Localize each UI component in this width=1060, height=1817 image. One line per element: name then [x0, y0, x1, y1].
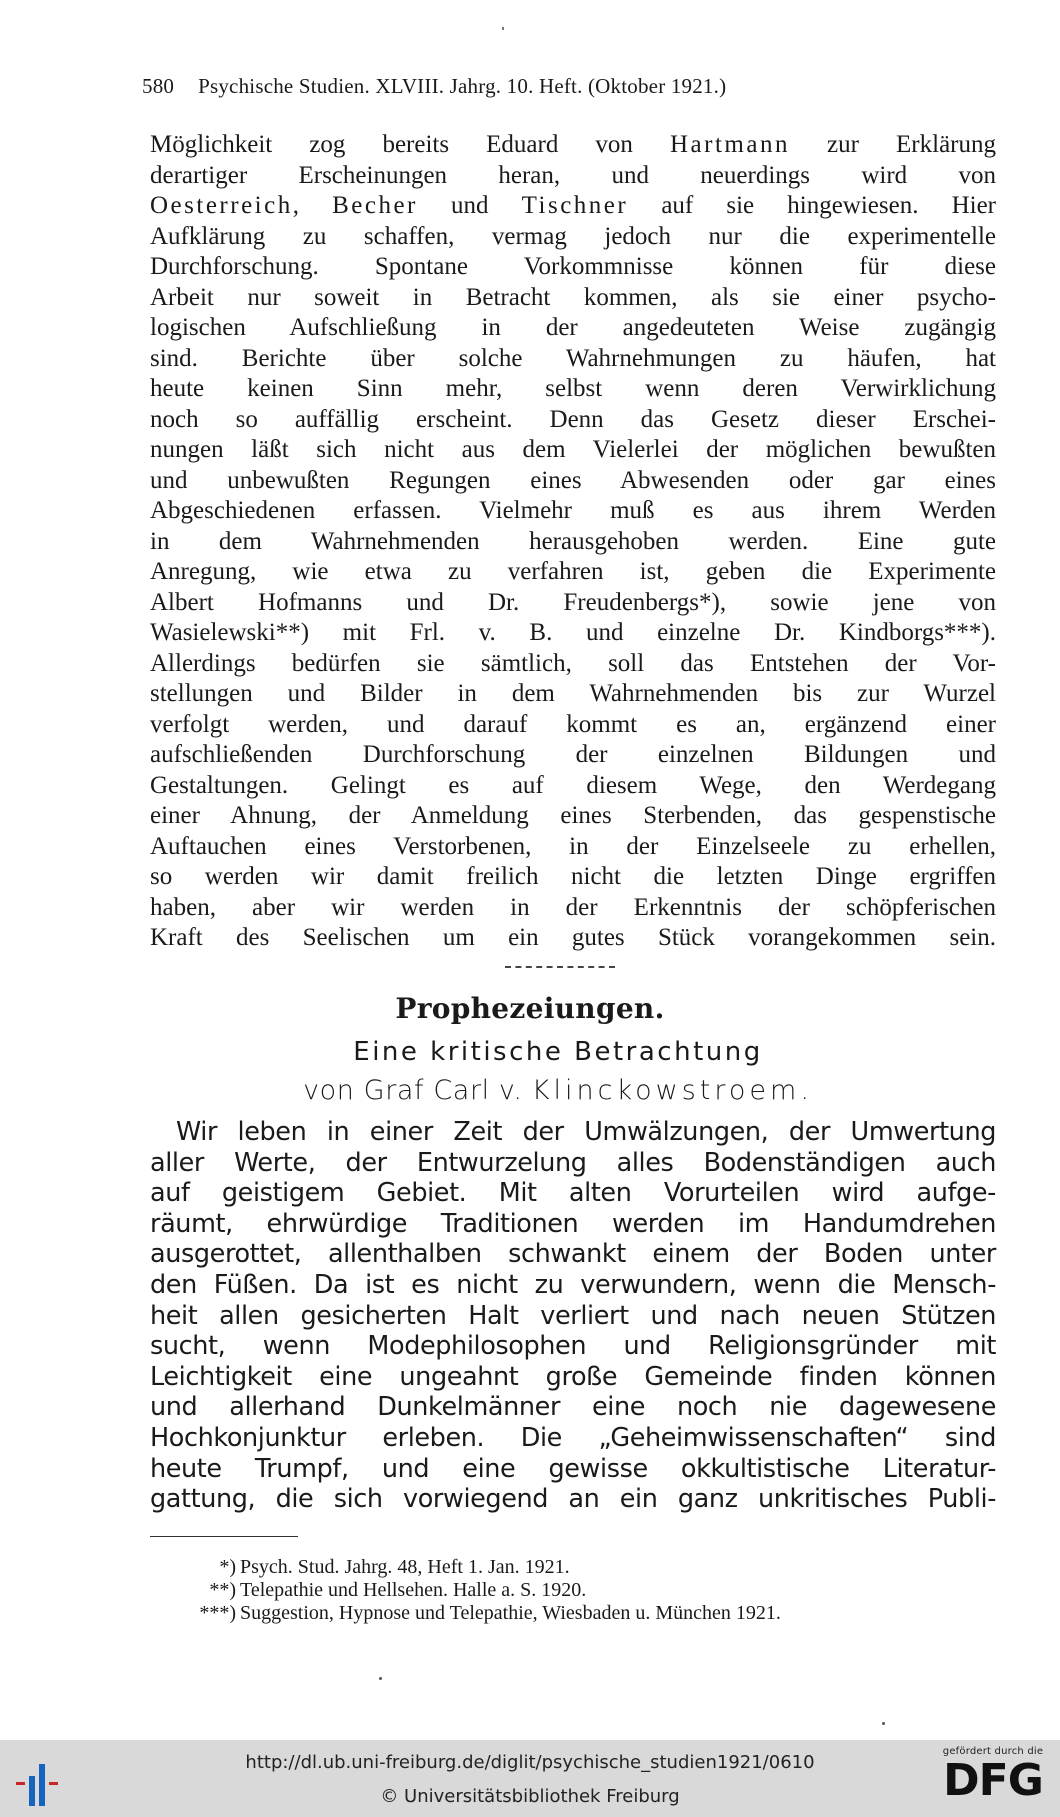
- permalink-url[interactable]: http://dl.ub.uni-freiburg.de/diglit/psychische_studien1921/0610: [245, 1752, 815, 1773]
- footnote-text: Telepathie und Hellsehen. Halle a. S. 1920.: [240, 1579, 587, 1601]
- running-header: [142, 74, 942, 99]
- author-name: Klinckowstroem.: [531, 1075, 813, 1106]
- text-line: Albert Hofmanns und Dr. Freudenbergs*), sowie jene von: [150, 588, 996, 616]
- text-line: Arbeit nur soweit in Betracht kommen, als sie einer psycho-: [150, 283, 996, 311]
- text-line: räumt, ehrwürdige Traditionen werden im Handumdrehen: [150, 1208, 996, 1239]
- section-separator: [505, 966, 615, 968]
- text-line: Hochkonjunktur erleben. Die „Geheimwissenschaften“ sind: [150, 1422, 996, 1453]
- text-line: sucht, wenn Modephilosophen und Religionsgründer mit: [150, 1331, 996, 1362]
- footnote: [150, 1602, 1010, 1625]
- dfg-wordmark: DFG: [943, 1755, 1043, 1806]
- scan-speck: [882, 1722, 885, 1725]
- text-line: Anregung, wie etwa zu verfahren ist, geben die Experimente: [150, 558, 996, 585]
- text-line: nungen läßt sich nicht aus dem Vielerlei der möglichen bewußten: [150, 436, 996, 463]
- text-line: logischen Aufschließung in der angedeuteten Weise zugängig: [150, 314, 996, 341]
- footnote-mark: **): [209, 1579, 236, 1601]
- text-line: Kraft des Seelischen um ein gutes Stück vorangekommen sein.: [150, 924, 996, 951]
- text-line: und allerhand Dunkelmänner eine noch nie dagewesene: [150, 1392, 996, 1423]
- text-line: haben, aber wir werden in der Erkenntnis der schöpferischen: [150, 893, 996, 921]
- text-line: aller Werte, der Entwurzelung alles Bodenständigen auch: [150, 1147, 996, 1178]
- footnote-text: Suggestion, Hypnose und Telepathie, Wiesbaden u. München 1921.: [240, 1602, 781, 1624]
- text-line: Aufklärung zu schaffen, vermag jedoch nur die experimentelle: [150, 222, 996, 250]
- text-line: in dem Wahrnehmenden herausgehoben werden. Eine gute: [150, 527, 996, 555]
- footnotes: [150, 1556, 1010, 1625]
- viewer-footer: [0, 1740, 1060, 1817]
- scan-speck: [379, 1677, 382, 1680]
- text-line: einer Ahnung, der Anmeldung eines Sterbenden, das gespenstische: [150, 802, 996, 829]
- dfg-tagline: gefördert durch die: [942, 1746, 1044, 1757]
- footnote: [150, 1579, 1010, 1602]
- text-line: Möglichkeit zog bereits Eduard von Hartmann zur Erklärung: [150, 131, 996, 158]
- text-line: sind. Berichte über solche Wahrnehmungen zu häufen, hat: [150, 344, 996, 372]
- text-line: noch so auffällig erscheint. Denn das Gesetz dieser Erschei-: [150, 405, 996, 433]
- text-line: stellungen und Bilder in dem Wahrnehmenden bis zur Wurzel: [150, 680, 996, 707]
- dfg-logo: [934, 1746, 1052, 1812]
- text-line: so werden wir damit freilich nicht die letzten Dinge ergriffen: [150, 863, 996, 890]
- text-line: heute Trumpf, und eine gewisse okkultistische Literatur-: [150, 1453, 996, 1484]
- article-paragraph: [150, 1117, 996, 1515]
- running-title: Psychische Studien. XLVIII. Jahrg. 10. Heft. (Oktober 1921.): [198, 74, 727, 98]
- text-line: Wir leben in einer Zeit der Umwälzungen, der Umwertung: [176, 1117, 996, 1147]
- text-line: Abgeschiedenen erfassen. Vielmehr muß es aus ihrem Werden: [150, 497, 996, 524]
- text-line: Durchforschung. Spontane Vorkommnisse können für diese: [150, 253, 996, 280]
- text-line: Auftauchen eines Verstorbenen, in der Einzelseele zu erhellen,: [150, 832, 996, 860]
- footnote: [150, 1556, 1010, 1579]
- article-subtitle: Eine kritische Betrachtung: [353, 1037, 763, 1067]
- text-line: Oesterreich, Becher und Tischner auf sie hingewiesen. Hier: [150, 192, 997, 219]
- copyright-notice: © Universitätsbibliothek Freiburg: [380, 1786, 680, 1807]
- text-line: Allerdings bedürfen sie sämtlich, soll das Entstehen der Vor-: [150, 649, 996, 677]
- text-line: heit allen gesicherten Halt verliert und nach neuen Stützen: [150, 1300, 996, 1331]
- text-line: den Füßen. Da ist es nicht zu verwundern, wenn die Mensch-: [150, 1269, 996, 1300]
- paragraph-continuation: [150, 130, 996, 954]
- text-line: verfolgt werden, und darauf kommt es an, ergänzend einer: [150, 710, 996, 738]
- footnote-mark: *): [219, 1556, 236, 1578]
- article-author: [0, 1075, 1060, 1106]
- text-line: Leichtigkeit eine ungeahnt große Gemeinde finden können: [150, 1361, 996, 1392]
- text-line: Wasielewski**) mit Frl. v. B. und einzelne Dr. Kindborgs***).: [150, 619, 996, 646]
- scan-speck: [502, 27, 504, 30]
- text-line: aufschließenden Durchforschung der einzelnen Bildungen und: [150, 741, 996, 768]
- text-line: derartiger Erscheinungen heran, und neuerdings wird von: [150, 161, 996, 189]
- text-line: und unbewußten Regungen eines Abwesenden oder gar eines: [150, 466, 996, 494]
- author-prefix: von Graf Carl v.: [303, 1075, 523, 1106]
- text-line: ausgerottet, allenthalben schwankt einem der Boden unter: [150, 1239, 996, 1270]
- footnote-rule: [150, 1536, 298, 1537]
- text-line: auf geistigem Gebiet. Mit alten Vorurteilen wird aufge-: [150, 1178, 996, 1209]
- text-line: gattung, die sich vorwiegend an ein ganz unkritisches Publi-: [150, 1484, 996, 1515]
- footnote-mark: ***): [199, 1602, 236, 1624]
- text-line: Gestaltungen. Gelingt es auf diesem Wege, den Werdegang: [150, 771, 996, 799]
- text-line: heute keinen Sinn mehr, selbst wenn deren Verwirklichung: [150, 375, 996, 402]
- footnote-text: Psych. Stud. Jahrg. 48, Heft 1. Jan. 1921.: [240, 1556, 570, 1578]
- article-title: Prophezeiungen.: [395, 992, 665, 1025]
- page-number: 580: [142, 74, 175, 98]
